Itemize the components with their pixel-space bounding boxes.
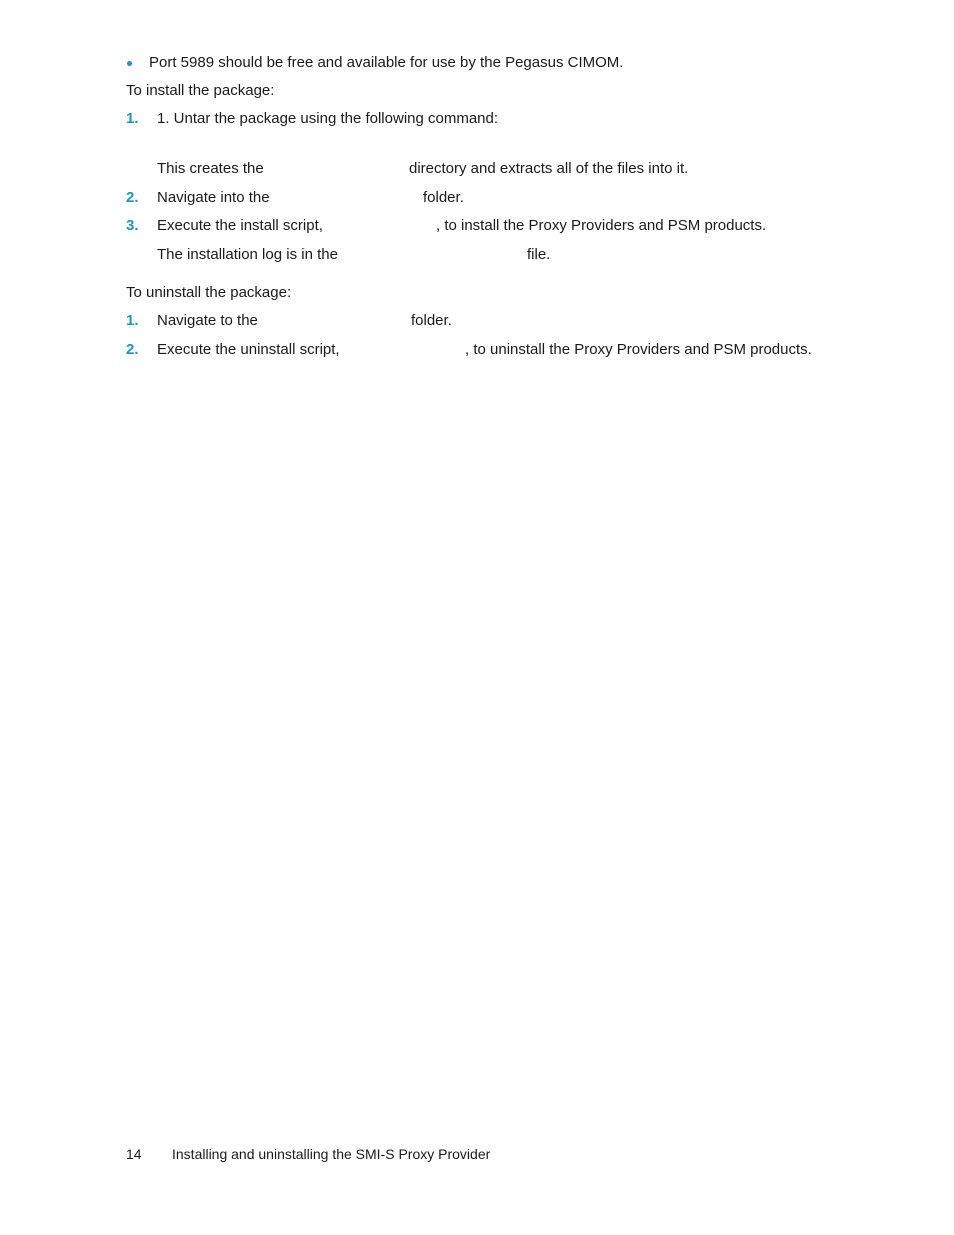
uninstall-step-1-text-before: Navigate to the (157, 312, 258, 329)
install-log-text-after: file. (527, 246, 551, 263)
install-step-2-text-before: Navigate into the (157, 189, 270, 206)
install-step-1-marker: 1. (126, 110, 139, 127)
install-step-3-text-after: , to install the Proxy Providers and PSM products. (436, 217, 767, 234)
install-step-2-text-after: folder. (423, 189, 464, 206)
install-step-3-marker: 3. (126, 217, 139, 234)
footer-section-title: Installing and uninstalling the SMI-S Proxy Provider (172, 1146, 491, 1162)
bullet-icon (127, 61, 132, 66)
install-step-3-text-before: Execute the install script, (157, 217, 323, 234)
install-step-1-result-before: This creates the (157, 160, 264, 177)
uninstall-step-1-marker: 1. (126, 312, 139, 329)
install-step-1-text: 1. Untar the package using the following command: (157, 110, 499, 127)
page-number: 14 (126, 1146, 142, 1162)
install-log-text-before: The installation log is in the (157, 246, 338, 263)
uninstall-step-2-text-before: Execute the uninstall script, (157, 341, 340, 358)
uninstall-step-1-text-after: folder. (411, 312, 452, 329)
prereq-bullet-text: Port 5989 should be free and available for use by the Pegasus CIMOM. (149, 54, 624, 71)
install-intro: To install the package: (126, 82, 275, 99)
install-step-1-result-after: directory and extracts all of the files into it. (409, 160, 689, 177)
uninstall-step-2-text-after: , to uninstall the Proxy Providers and PSM products. (465, 341, 812, 358)
install-step-2-marker: 2. (126, 189, 139, 206)
uninstall-intro: To uninstall the package: (126, 284, 292, 301)
uninstall-step-2-marker: 2. (126, 341, 139, 358)
